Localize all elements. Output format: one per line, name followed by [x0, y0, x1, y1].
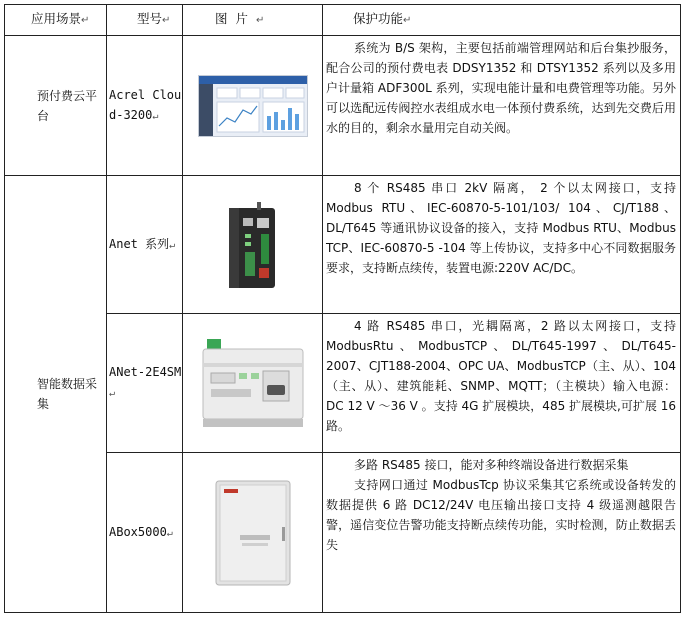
- table-header-row: [5, 5, 681, 36]
- scene-cell: [5, 36, 107, 176]
- cloud-dashboard-image: [198, 75, 308, 137]
- model-cell: ABox5000↵: [107, 453, 183, 613]
- model-label: Acrel Cloud-3200: [109, 87, 182, 122]
- function-text: 系统为 B/S 架构，主要包括前端管理网站和后台集抄服务，配合公司的预付费电表 DDSY1352 和 DTSY1352 系列以及多用户计量箱 ADF300L 系列，实现电能计量和电费管理等功能。另外可以选配远传阀控水表组成水电一体预付费系统，达到先交费后用水的目的，剩余水量用完自动关阀。: [326, 41, 676, 135]
- function-cell: [323, 453, 681, 613]
- abox-cabinet-image: [212, 477, 294, 589]
- function-text: 8 个 RS485 串口 2kV 隔离， 2 个以太网接口，支持 Modbus RTU、IEC-60870-5-101/103/ 104、CJ/T188、DL/T645 等通讯协议设备的接入，支持 Modbus RTU、Modbus TCP、IEC-60870-5 -104 等上传协议，支持多中心不同数据服务要求，支持断点续传，装置电源:220V AC/DC。: [326, 181, 676, 275]
- image-cell: [183, 314, 323, 453]
- model-cell: Acrel Cloud-3200↵: [107, 36, 183, 176]
- header-function: 保护功能↵: [323, 5, 681, 36]
- scene-label: 预付费云平台: [37, 88, 98, 123]
- function-text-1: 多路 RS485 接口，能对多种终端设备进行数据采集: [354, 458, 629, 472]
- function-text: 4 路 RS485 串口，光耦隔离，2 路以太网接口，支持 ModbusRtu、ModbusTCP、DL/T645-1997、DL/T645-2007、CJT188-2004、OPC UA、ModbusTCP（主、从）、104（主、从）、建筑能耗、SNMP、MQTT；（主模块）输入电源：DC 12 V ～36 V 。支持 4G 扩展模块，485 扩展模块,可扩展 16 路。: [326, 319, 676, 433]
- table-row: [5, 314, 681, 453]
- header-scene: 应用场景↵: [5, 5, 107, 36]
- model-cell: ANet-2E4SM↵: [107, 314, 183, 453]
- function-cell: [323, 36, 681, 176]
- function-cell: [323, 314, 681, 453]
- table-row: [5, 453, 681, 613]
- function-cell: [323, 176, 681, 314]
- model-label: ABox5000: [109, 524, 167, 539]
- product-spec-table: [4, 4, 681, 613]
- image-cell: [183, 453, 323, 613]
- table-row: [5, 36, 681, 176]
- model-label: Anet 系列: [109, 236, 170, 251]
- anet-gateway-image: [223, 200, 283, 290]
- image-cell: [183, 176, 323, 314]
- image-cell: [183, 36, 323, 176]
- function-text-2: 支持网口通过 ModbusTcp 协议采集其它系统或设备转发的数据提供 6 路 DC12/24V 电压输出接口支持 4 级遥测越限告警，遥信变位告警功能支持断点续传功能，实时检测，防止数据丢失: [326, 478, 676, 552]
- model-cell: Anet 系列↵: [107, 176, 183, 314]
- model-label: ANet-2E4SM: [109, 365, 182, 379]
- table-row: [5, 176, 681, 314]
- header-model: 型号↵: [107, 5, 183, 36]
- scene-label: 智能数据采集: [37, 377, 98, 411]
- din-rail-gateway-image: [193, 333, 313, 433]
- header-image: 图片↵: [183, 5, 323, 36]
- scene-cell: [5, 176, 107, 613]
